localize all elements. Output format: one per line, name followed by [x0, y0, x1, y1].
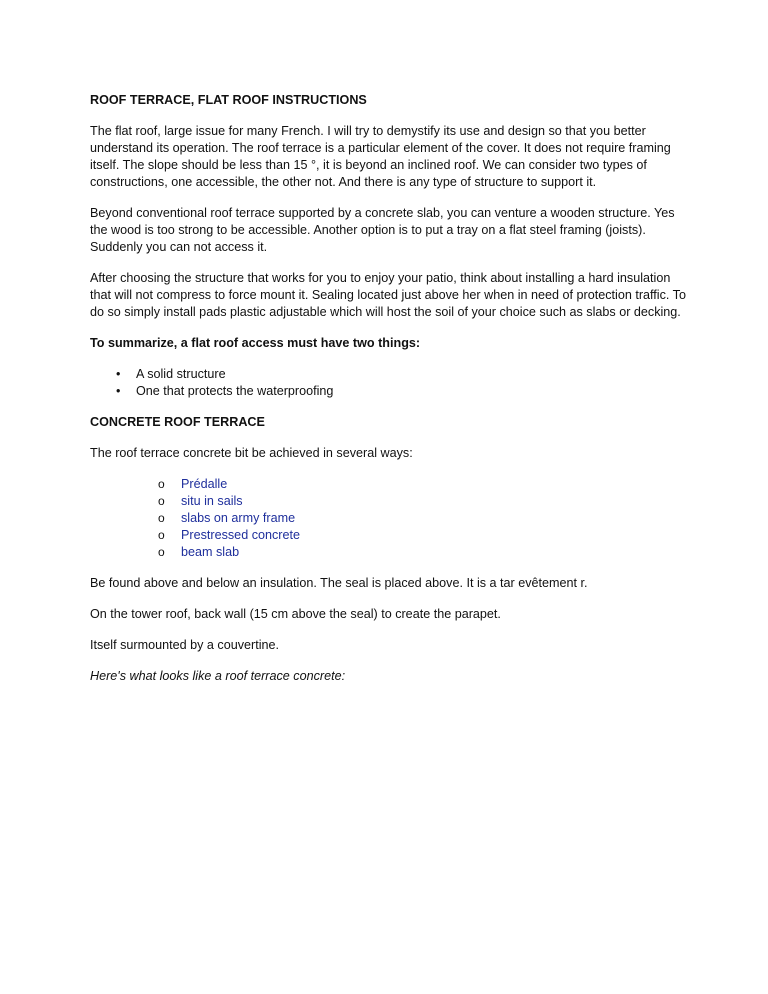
summary-list-item	[90, 383, 690, 400]
circle-bullet-icon: o	[158, 477, 165, 491]
construction-methods-list	[90, 476, 690, 561]
section2-intro: The roof terrace concrete bit be achieved in several ways:	[90, 446, 413, 460]
intro-paragraph-1: The flat roof, large issue for many French. I will try to demystify its use and design so that you better understand its operation. The roof terrace is a particular element of the cover. It does not require framing itself. The slope should be less than 15 °, it is beyond an inclined roof. We can consider two types of constructions, one accessible, the other not. And there is any type of structure to support it.	[90, 124, 671, 189]
bullet-icon: •	[116, 384, 121, 398]
method-link-item[interactable]	[90, 493, 690, 510]
after-paragraph-3: Itself surmounted by a couvertine.	[90, 638, 280, 652]
bullet-icon: •	[116, 367, 121, 381]
document-title: ROOF TERRACE, FLAT ROOF INSTRUCTIONS	[90, 93, 367, 107]
circle-bullet-icon: o	[158, 528, 165, 542]
summary-item-text: One that protects the waterproofing	[136, 384, 334, 398]
after-paragraph-2: On the tower roof, back wall (15 cm above the seal) to create the parapet.	[90, 607, 501, 621]
intro-paragraph-2: Beyond conventional roof terrace supported by a concrete slab, you can venture a wooden structure. Yes the wood is too strong to be accessible. Another option is to put a tray on a flat steel framing (joists). Suddenly you can not access it.	[90, 206, 675, 254]
circle-bullet-icon: o	[158, 511, 165, 525]
method-link-text[interactable]: beam slab	[181, 545, 240, 559]
after-paragraph-1: Be found above and below an insulation. The seal is placed above. It is a tar evêtement r.	[90, 576, 588, 590]
method-link-item[interactable]	[90, 510, 690, 527]
method-link-text[interactable]: Prestressed concrete	[181, 528, 300, 542]
method-link-text[interactable]: situ in sails	[181, 494, 243, 508]
circle-bullet-icon: o	[158, 494, 165, 508]
method-link-text[interactable]: Prédalle	[181, 477, 228, 491]
summary-list-item	[90, 366, 690, 383]
intro-paragraph-3: After choosing the structure that works for you to enjoy your patio, think about installing a hard insulation that will not compress to force mount it. Sealing located just above her when in need of protection traffic. To do so simply install pads plastic adjustable which will host the soil of your choice such as slabs or decking.	[90, 271, 686, 319]
document-body	[90, 92, 690, 699]
method-link-text[interactable]: slabs on army frame	[181, 511, 296, 525]
summary-list	[90, 366, 690, 400]
section-title-concrete-roof-terrace: CONCRETE ROOF TERRACE	[90, 415, 265, 429]
summary-heading: To summarize, a flat roof access must have two things:	[90, 336, 421, 350]
summary-item-text: A solid structure	[136, 367, 226, 381]
method-link-item[interactable]	[90, 527, 690, 544]
method-link-item[interactable]	[90, 476, 690, 493]
closing-caption: Here's what looks like a roof terrace concrete:	[90, 669, 346, 683]
method-link-item[interactable]	[90, 544, 690, 561]
circle-bullet-icon: o	[158, 545, 165, 559]
